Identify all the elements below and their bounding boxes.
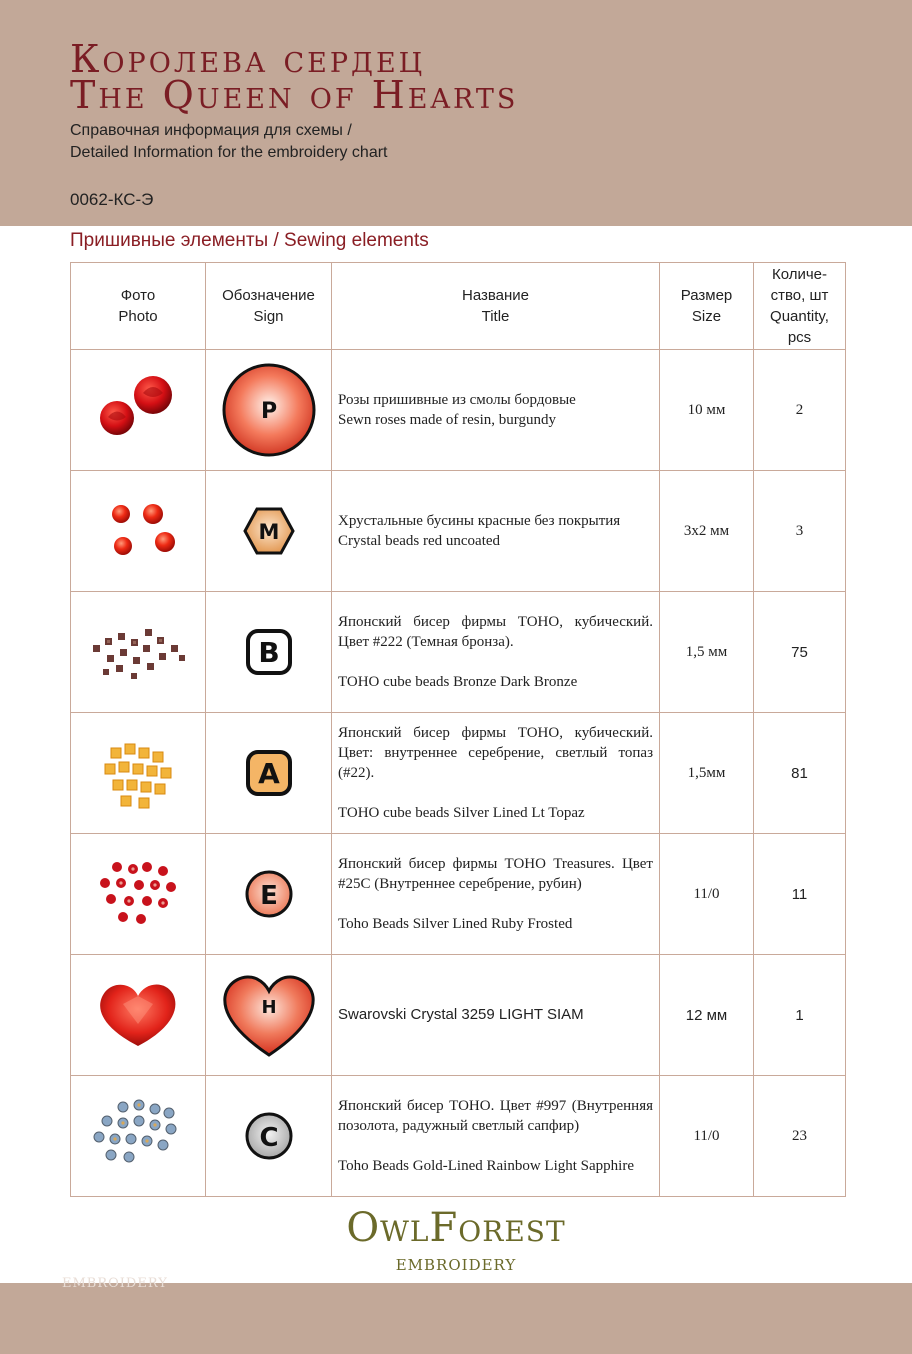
footer-band: [0, 1283, 912, 1354]
photo-cell: [71, 471, 206, 592]
subtitle-en: Detailed Information for the embroidery chart: [70, 144, 388, 161]
sapphire-beads-photo: [83, 1089, 193, 1179]
size-cell: 10 мм: [660, 350, 754, 471]
ruby-beads-photo: [83, 847, 193, 937]
table-row: [71, 713, 846, 834]
resin-roses-photo: [83, 363, 193, 453]
sign-cell: [206, 834, 332, 955]
size-cell: 1,5 мм: [660, 592, 754, 713]
qty-cell: 23: [754, 1076, 846, 1197]
page-title-ru: Королева сердец: [70, 37, 426, 81]
photo-cell: [71, 834, 206, 955]
size-cell: 3х2 мм: [660, 471, 754, 592]
photo-cell: [71, 955, 206, 1076]
col-sign-header: Обозначение Sign: [206, 263, 332, 350]
col-photo-header: Фото Photo: [71, 263, 206, 350]
title-cell: Розы пришивные из смолы бордовые Sewn roses made of resin, burgundy: [332, 350, 660, 471]
size-cell: 11/0: [660, 1076, 754, 1197]
title-cell: Японский бисер фирмы ТОНО Treasures. Цвет #25C (Внутреннее серебрение, рубин) Toho Beads Silver Lined Ruby Frosted: [332, 834, 660, 955]
qty-cell: 81: [754, 713, 846, 834]
swarovski-heart-photo: [83, 968, 193, 1058]
logo-subtitle: EMBROIDERY: [395, 1256, 517, 1274]
qty-cell: 3: [754, 471, 846, 592]
section-title: Пришивные элементы / Sewing elements: [70, 230, 429, 251]
photo-cell: [71, 713, 206, 834]
svg-text:H: H: [260, 997, 277, 1018]
table-header-row: [71, 263, 846, 350]
col-qty-header: Количе- ство, шт Quantity, pcs: [754, 263, 846, 350]
sign-hexagon-icon: [239, 501, 299, 561]
photo-cell: [71, 350, 206, 471]
sign-cell: [206, 713, 332, 834]
crystal-beads-photo: [83, 484, 193, 574]
title-cell: Японский бисер фирмы ТОНО, кубический. Цвет #222 (Темная бронза). TOHO cube beads Bronze Dark Bronze: [332, 592, 660, 713]
svg-text:A: A: [257, 757, 280, 790]
sign-circle-icon: [219, 360, 319, 460]
table-row: [71, 350, 846, 471]
title-cell: Swarovski Crystal 3259 LIGHT SIAM: [332, 955, 660, 1076]
watermark: EMBROIDERY: [62, 1276, 168, 1291]
bronze-cube-beads-photo: [83, 605, 193, 695]
table-row: [71, 1076, 846, 1197]
table-row: [71, 834, 846, 955]
sign-circle-grey-icon: [243, 1110, 295, 1162]
elements-table: [70, 262, 846, 1197]
sign-circle-small-icon: [243, 868, 295, 920]
svg-text:C: C: [258, 1123, 279, 1153]
sign-heart-icon: [219, 969, 319, 1061]
svg-text:B: B: [257, 636, 280, 669]
subtitle: [70, 120, 387, 164]
photo-cell: [71, 592, 206, 713]
page-title-en: The Queen of Hearts: [70, 73, 519, 117]
photo-cell: [71, 1076, 206, 1197]
title-cell: Японский бисер фирмы ТОНО, кубический. Цвет: внутреннее серебрение, светлый топаз (#22). TOHO cube beads Silver Lined Lt Topaz: [332, 713, 660, 834]
sign-cell: [206, 471, 332, 592]
chart-code: 0062-КС-Э: [70, 190, 154, 209]
owlforest-logo: OwlForest: [346, 1205, 566, 1251]
title-cell: Японский бисер ТОНО. Цвет #997 (Внутренняя позолота, радужный светлый сапфир) Toho Beads Gold-Lined Rainbow Light Sapphire: [332, 1076, 660, 1197]
qty-cell: 75: [754, 592, 846, 713]
col-size-header: Размер Size: [660, 263, 754, 350]
size-cell: 11/0: [660, 834, 754, 955]
sign-cell: [206, 350, 332, 471]
qty-cell: 1: [754, 955, 846, 1076]
sign-cell: [206, 955, 332, 1076]
size-cell: 12 мм: [660, 955, 754, 1076]
svg-text:E: E: [259, 881, 278, 911]
sign-cell: [206, 592, 332, 713]
sign-rounded-square-orange-icon: [244, 748, 294, 798]
col-title-header: Название Title: [332, 263, 660, 350]
size-cell: 1,5мм: [660, 713, 754, 834]
table-row: [71, 592, 846, 713]
svg-text:Р: Р: [260, 399, 277, 424]
sign-cell: [206, 1076, 332, 1197]
subtitle-ru: Справочная информация для схемы /: [70, 122, 352, 139]
table-row: [71, 955, 846, 1076]
svg-text:М: М: [258, 520, 279, 544]
table-row: [71, 471, 846, 592]
topaz-cube-beads-photo: [83, 726, 193, 816]
qty-cell: 11: [754, 834, 846, 955]
title-cell: Хрустальные бусины красные без покрытия Crystal beads red uncoated: [332, 471, 660, 592]
sign-rounded-square-icon: [244, 627, 294, 677]
qty-cell: 2: [754, 350, 846, 471]
